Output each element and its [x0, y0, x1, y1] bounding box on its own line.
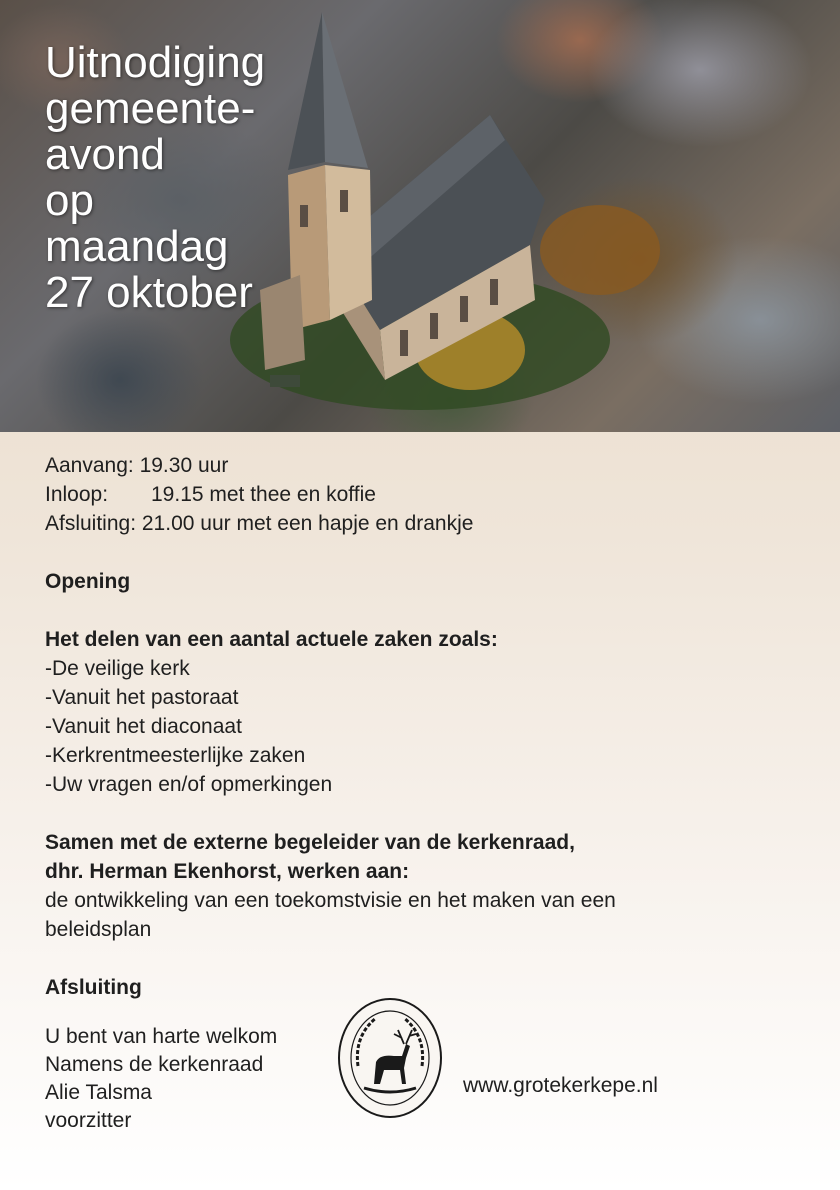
- topics-heading: Het delen van een aantal actuele zaken zoals:: [45, 628, 498, 651]
- list-item: -De veilige kerk: [45, 657, 190, 680]
- opening-heading: Opening: [45, 570, 131, 593]
- signoff-on-behalf: Namens de kerkenraad: [45, 1053, 264, 1076]
- external-heading-line-1: Samen met de externe begeleider van de kerkenraad,: [45, 831, 575, 854]
- end-time: Afsluiting: 21.00 uur met een hapje en drankje: [45, 512, 474, 535]
- deer-seal-icon: [336, 996, 444, 1125]
- list-item: -Vanuit het diaconaat: [45, 715, 242, 738]
- invitation-body: [45, 451, 805, 1002]
- website-link[interactable]: www.grotekerkepe.nl: [463, 1074, 658, 1097]
- list-item: -Kerkrentmeesterlijke zaken: [45, 744, 306, 767]
- walk-in-value: 19.15 met thee en koffie: [151, 483, 376, 506]
- external-text-line-1: de ontwikkeling van een toekomstvisie en het maken van een: [45, 889, 616, 912]
- list-item: -Uw vragen en/of opmerkingen: [45, 773, 333, 796]
- page-title: Uitnodiging gemeente- avond op maandag 27 oktober: [45, 38, 266, 317]
- signoff-role: voorzitter: [45, 1109, 132, 1132]
- list-item: -Vanuit het pastoraat: [45, 686, 239, 709]
- closing-heading: Afsluiting: [45, 976, 142, 999]
- external-text-line-2: beleidsplan: [45, 918, 152, 941]
- walk-in-time: [45, 480, 805, 509]
- signoff-welcome: U bent van harte welkom: [45, 1025, 278, 1048]
- signoff: [45, 1023, 277, 1135]
- external-heading-line-2: dhr. Herman Ekenhorst, werken aan:: [45, 860, 410, 883]
- signoff-name: Alie Talsma: [45, 1081, 152, 1104]
- header-photo: [0, 0, 840, 432]
- walk-in-label: Inloop:: [45, 483, 109, 506]
- start-time: Aanvang: 19.30 uur: [45, 454, 229, 477]
